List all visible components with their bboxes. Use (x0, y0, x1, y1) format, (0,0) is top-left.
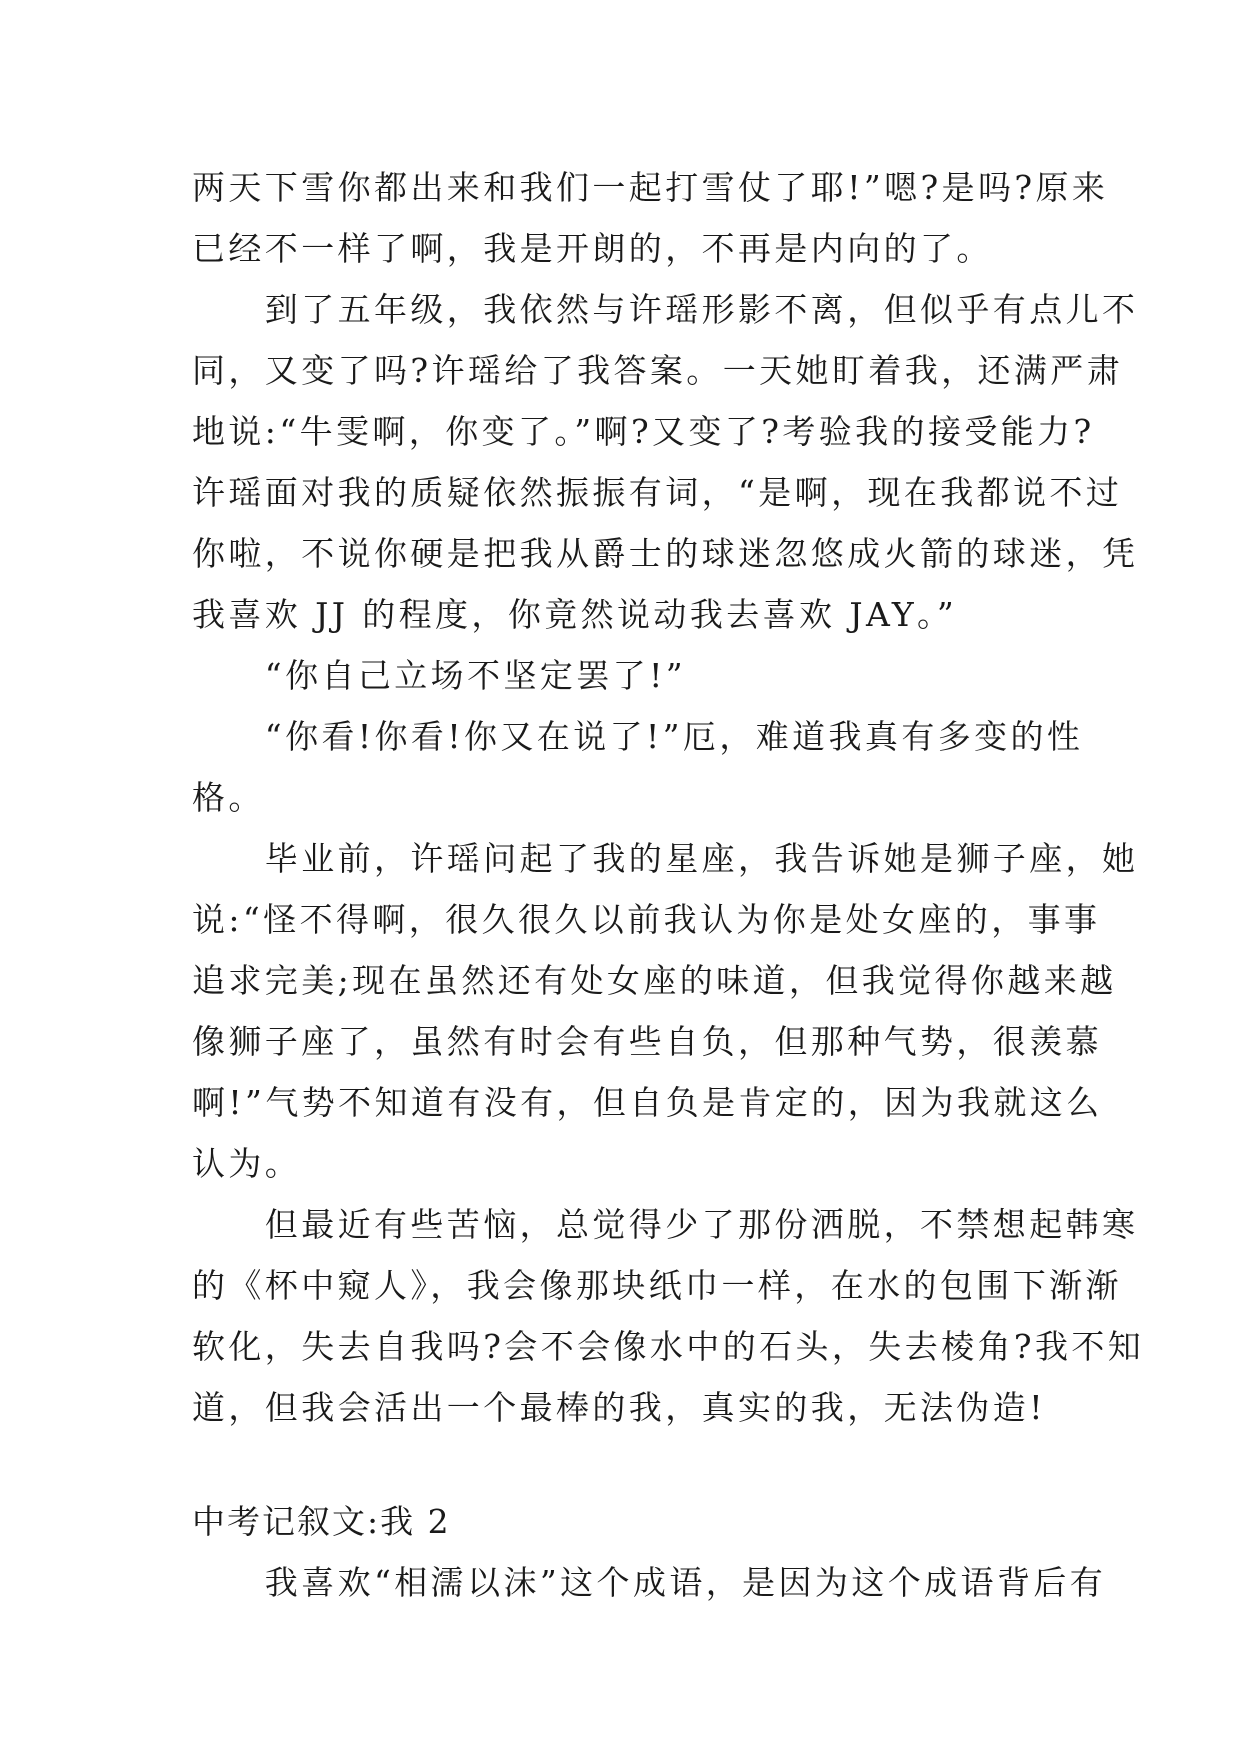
paragraph-line: 已经不一样了啊，我是开朗的，不再是内向的了。 (192, 229, 993, 268)
document-page (192, 0, 1145, 1754)
paragraph-line: 许瑶面对我的质疑依然振振有词，“是啊，现在我都说不过 (192, 473, 1123, 512)
paragraph-line: 道，但我会活出一个最棒的我，真实的我，无法伪造! (192, 1388, 1046, 1427)
paragraph-line: 我喜欢 JJ 的程度，你竟然说动我去喜欢 JAY。” (192, 595, 958, 634)
paragraph-line: “你看!你看!你又在说了!”厄，难道我真有多变的性 (192, 717, 1084, 756)
paragraph-line: 到了五年级，我依然与许瑶形影不离，但似乎有点儿不 (192, 290, 1139, 329)
paragraph-line: 但最近有些苦恼，总觉得少了那份洒脱，不禁想起韩寒 (192, 1205, 1139, 1244)
paragraph-line: 啊!”气势不知道有没有，但自负是肯定的，因为我就这么 (192, 1083, 1103, 1122)
paragraph-line: 地说:“牛雯啊，你变了。”啊?又变了?考验我的接受能力? (192, 412, 1095, 451)
paragraph-line: 的《杯中窥人》，我会像那块纸巾一样，在水的包围下渐渐 (192, 1266, 1122, 1305)
paragraph-line: 同，又变了吗?许瑶给了我答案。一天她盯着我，还满严肃 (192, 351, 1124, 390)
paragraph-line: 软化，失去自我吗?会不会像水中的石头，失去棱角?我不知 (192, 1327, 1145, 1366)
paragraph-line: 说:“怪不得啊，很久很久以前我认为你是处女座的，事事 (192, 900, 1101, 939)
paragraph-line: 你啦，不说你硬是把我从爵士的球迷忽悠成火箭的球迷，凭 (192, 534, 1139, 573)
paragraph-line: 认为。 (192, 1144, 302, 1183)
paragraph-line: 追求完美;现在虽然还有处女座的味道，但我觉得你越来越 (192, 961, 1117, 1000)
paragraph-line: 像狮子座了，虽然有时会有些自负，但那种气势，很羡慕 (192, 1022, 1102, 1061)
paragraph-line: 两天下雪你都出来和我们一起打雪仗了耶!”嗯?是吗?原来 (192, 168, 1109, 207)
paragraph-line: 格。 (192, 778, 265, 817)
paragraph-line: 我喜欢“相濡以沫”这个成语，是因为这个成语背后有 (192, 1563, 1107, 1602)
section-heading: 中考记叙文:我 2 (192, 1502, 451, 1541)
paragraph-line: 毕业前，许瑶问起了我的星座，我告诉她是狮子座，她 (192, 839, 1139, 878)
paragraph-line: “你自己立场不坚定罢了!” (192, 656, 687, 695)
